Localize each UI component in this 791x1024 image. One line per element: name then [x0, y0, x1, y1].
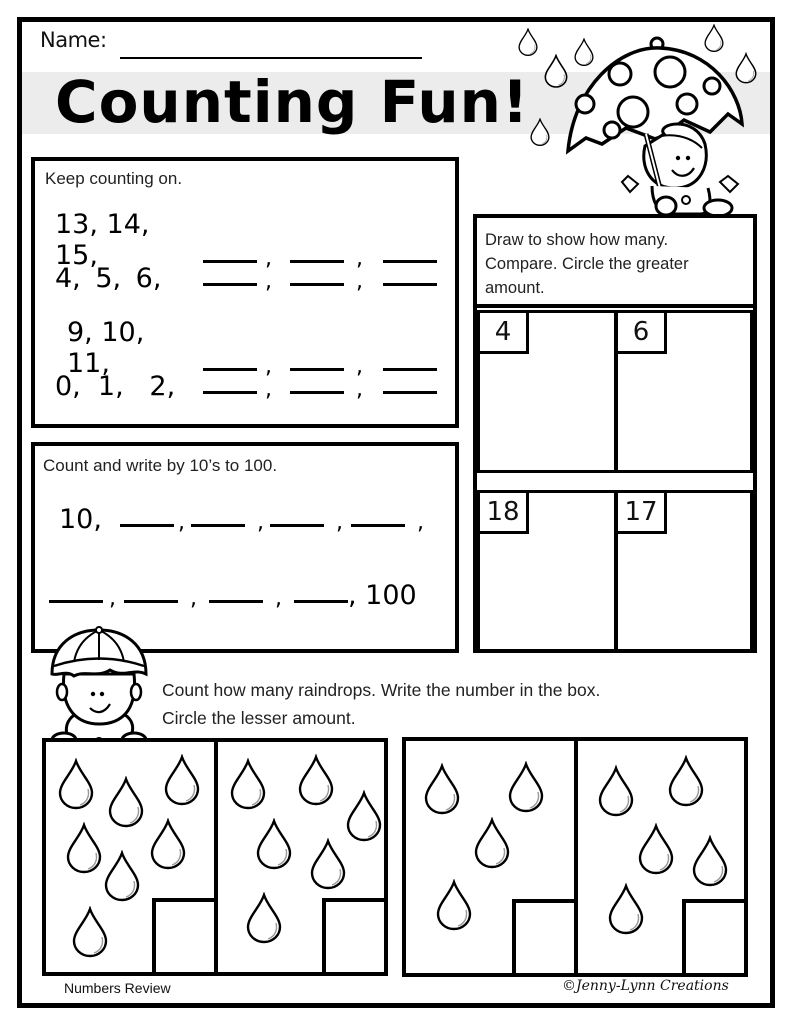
compare-number: 4: [477, 310, 529, 354]
answer-blank[interactable]: [209, 600, 263, 603]
answer-blank[interactable]: [294, 600, 348, 603]
raindrop-icon: [692, 835, 728, 887]
boy-cap-clipart: [44, 626, 154, 748]
raindrop-icon: [530, 118, 550, 146]
compare-draw-area[interactable]: [477, 490, 617, 653]
raindrop-icon: [310, 838, 346, 890]
compare-number: 17: [615, 490, 667, 534]
answer-blank[interactable]: [191, 524, 245, 527]
raindrop-icon: [298, 754, 334, 806]
answer-blank[interactable]: [383, 391, 437, 394]
raindrop-icon: [508, 761, 544, 813]
raindrop-icon: [638, 823, 674, 875]
raindrop-panel: [214, 738, 388, 976]
raindrop-icon: [108, 776, 144, 828]
name-field[interactable]: [120, 57, 422, 59]
footer-title: Numbers Review: [64, 980, 171, 996]
name-label: Name:: [40, 28, 107, 52]
compare-number: 18: [477, 490, 529, 534]
tens-row-1: 10, , , , ,: [59, 504, 424, 535]
count-by-tens-instruction: Count and write by 10’s to 100.: [43, 456, 278, 475]
compare-draw-area[interactable]: [615, 490, 753, 653]
raindrop-icon: [150, 818, 186, 870]
raindrop-icon: [164, 754, 200, 806]
raindrop-icon: [246, 892, 282, 944]
raindrop-icon: [58, 758, 94, 810]
sequence-given: 13, 14, 15,: [55, 209, 150, 271]
count-answer-box[interactable]: [682, 899, 748, 977]
answer-blank[interactable]: [203, 391, 257, 394]
tens-end: , 100: [348, 580, 417, 611]
raindrop-icon: [424, 763, 460, 815]
raindrop-icon: [436, 879, 472, 931]
raindrop-icon: [104, 850, 140, 902]
raindrop-icon: [346, 790, 382, 842]
girl-umbrella-clipart: [560, 36, 750, 218]
raindrop-icon: [668, 755, 704, 807]
answer-blank[interactable]: [351, 524, 405, 527]
raindrop-icon: [230, 758, 266, 810]
sequence-given: 4, 5, 6,: [55, 263, 162, 294]
sequence-row: 13, 14, 15, , ,: [55, 209, 437, 271]
raindrop-icon: [474, 817, 510, 869]
raindrop-panel: [42, 738, 218, 976]
page-title: Counting Fun!: [55, 68, 530, 136]
answer-blank[interactable]: [383, 283, 437, 286]
sequence-row: 4, 5, 6, , ,: [55, 263, 437, 294]
sequence-row: 9, 10, 11, , ,: [67, 317, 437, 379]
tens-row-2: , , , , 100: [49, 580, 417, 611]
count-by-tens-box: [31, 442, 459, 653]
raindrop-icon: [518, 28, 538, 56]
answer-blank[interactable]: [120, 524, 174, 527]
count-answer-box[interactable]: [152, 898, 218, 976]
sequence-given: 9, 10, 11,: [67, 317, 145, 379]
answer-blank[interactable]: [203, 283, 257, 286]
raindrop-icon: [608, 883, 644, 935]
raindrop-icon: [256, 818, 292, 870]
answer-blank[interactable]: [124, 600, 178, 603]
raindrop-icon: [66, 822, 102, 874]
answer-blank[interactable]: [49, 600, 103, 603]
sequence-row: 0, 1, 2, , ,: [55, 371, 437, 402]
raindrop-panel: [402, 737, 578, 977]
raindrop-icon: [598, 765, 634, 817]
answer-blank[interactable]: [290, 391, 344, 394]
raindrop-instruction: Count how many raindrops. Write the number in the box. Circle the lesser amount.: [162, 680, 601, 728]
raindrop-panel: [574, 737, 748, 977]
sequence-given: 0, 1, 2,: [55, 371, 176, 402]
count-answer-box[interactable]: [512, 899, 578, 977]
compare-draw-area[interactable]: [615, 310, 753, 473]
answer-blank[interactable]: [270, 524, 324, 527]
raindrop-icon: [72, 906, 108, 958]
keep-counting-instruction: Keep counting on.: [45, 169, 183, 188]
compare-instruction: Draw to show how many. Compare. Circle the greater amount.: [485, 231, 689, 297]
answer-blank[interactable]: [290, 283, 344, 286]
compare-number: 6: [615, 310, 667, 354]
footer-copyright: ©Jenny-Lynn Creations: [562, 978, 729, 994]
tens-start: 10,: [59, 504, 102, 535]
keep-counting-box: [31, 157, 459, 428]
count-answer-box[interactable]: [322, 898, 388, 976]
compare-box: [473, 214, 757, 653]
compare-draw-area[interactable]: [477, 310, 617, 473]
